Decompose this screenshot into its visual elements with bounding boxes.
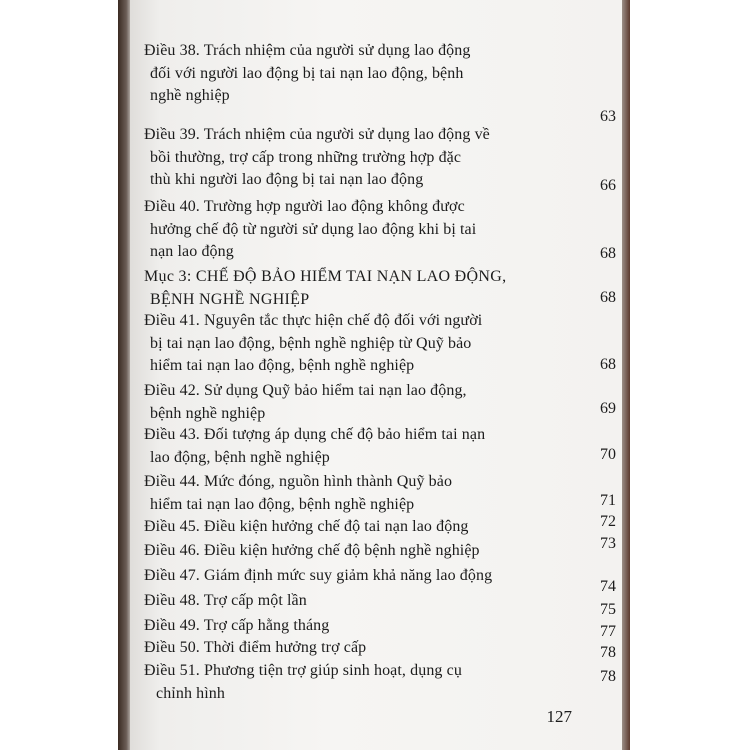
toc-section-line: Mục 3: CHẾ ĐỘ BẢO HIỂM TAI NẠN LAO ĐỘNG, xyxy=(144,268,507,285)
toc-entry-dieu-41 xyxy=(144,310,572,378)
toc-entry-line: bồi thường, trợ cấp trong những trường hợp đặc xyxy=(150,148,462,166)
toc-page-number: 69 xyxy=(600,400,616,417)
toc-entry-line: Điều 43. Đối tượng áp dụng chế độ bảo hiểm tai nạn xyxy=(144,426,486,443)
toc-entry-line: Điều 49. Trợ cấp hằng tháng xyxy=(144,617,330,634)
toc-entry-line: hiểm tai nạn lao động, bệnh nghề nghiệp xyxy=(150,495,415,513)
toc-entry-dieu-51 xyxy=(144,660,572,705)
toc-entry-line: Điều 40. Trường hợp người lao động không được xyxy=(144,198,465,215)
toc-entry-dieu-38 xyxy=(144,40,572,108)
toc-entry-line: hiểm tai nạn lao động, bệnh nghề nghiệp xyxy=(150,357,415,375)
toc-entry-line: Điều 38. Trách nhiệm của người sử dụng lao động xyxy=(144,42,471,59)
toc-page-number: 72 xyxy=(600,513,616,530)
toc-entry-line: Điều 45. Điều kiện hưởng chế độ tai nạn lao động xyxy=(144,518,469,535)
toc-page-number: 73 xyxy=(600,535,616,552)
toc-entry-dieu-44 xyxy=(144,471,572,516)
toc-entry-dieu-40 xyxy=(144,196,572,264)
toc-entry-line: nghề nghiệp xyxy=(150,87,230,105)
toc-entry-dieu-49 xyxy=(144,615,572,638)
toc-entry-line: Điều 42. Sử dụng Quỹ bảo hiểm tai nạn lao động, xyxy=(144,382,467,399)
toc-entry-line: bị tai nạn lao động, bệnh nghề nghiệp từ Quỹ bảo xyxy=(150,334,472,352)
toc-page-number: 66 xyxy=(600,177,616,194)
toc-page-number: 74 xyxy=(600,578,616,595)
toc-page-number: 78 xyxy=(600,644,616,661)
toc-page-number: 63 xyxy=(600,108,616,125)
page-number: 127 xyxy=(546,707,572,726)
toc-entry-line: Điều 41. Nguyên tắc thực hiện chế độ đối với người xyxy=(144,312,483,329)
book-cover-edge xyxy=(622,0,630,750)
toc-entry-line: Điều 51. Phương tiện trợ giúp sinh hoạt, dụng cụ xyxy=(144,662,462,679)
toc-entry-line: chỉnh hình xyxy=(156,684,225,702)
toc-section-muc-3 xyxy=(144,266,572,311)
toc-entry-dieu-46 xyxy=(144,540,572,563)
toc-entry-line: Điều 46. Điều kiện hưởng chế độ bệnh nghề nghiệp xyxy=(144,542,480,559)
book-page xyxy=(130,0,624,750)
toc-entry-dieu-43 xyxy=(144,424,572,469)
toc-page-number: 71 xyxy=(600,492,616,509)
toc-entry-line: Điều 50. Thời điểm hưởng trợ cấp xyxy=(144,639,367,656)
toc-entry-dieu-39 xyxy=(144,124,572,192)
toc-entry-dieu-50 xyxy=(144,637,572,660)
toc-entry-line: đối với người lao động bị tai nạn lao động, bệnh xyxy=(150,64,464,82)
toc-page-number: 68 xyxy=(600,356,616,373)
toc-entry-dieu-45 xyxy=(144,516,572,539)
toc-page-number: 77 xyxy=(600,623,616,640)
toc-entry-line: Điều 39. Trách nhiệm của người sử dụng lao động về xyxy=(144,126,490,143)
toc-entry-dieu-42 xyxy=(144,380,572,425)
toc-entry-dieu-47 xyxy=(144,565,572,588)
toc-page-number: 75 xyxy=(600,601,616,618)
toc-page-number: 70 xyxy=(600,446,616,463)
toc-entry-line: Điều 44. Mức đóng, nguồn hình thành Quỹ bảo xyxy=(144,473,453,490)
toc-section-line: BỆNH NGHỀ NGHIỆP xyxy=(150,290,310,308)
toc-entry-dieu-48 xyxy=(144,590,572,613)
toc-entry-line: hưởng chế độ từ người sử dụng lao động khi bị tai xyxy=(150,220,477,238)
toc-page-number: 78 xyxy=(600,668,616,685)
toc-page-number: 68 xyxy=(600,245,616,262)
toc-entry-line: nạn lao động xyxy=(150,243,234,261)
toc-entry-line: Điều 48. Trợ cấp một lần xyxy=(144,592,307,609)
toc-page-number: 68 xyxy=(600,289,616,306)
toc-entry-line: lao động, bệnh nghề nghiệp xyxy=(150,448,330,466)
toc-entry-line: Điều 47. Giám định mức suy giảm khả năng lao động xyxy=(144,567,493,584)
toc-entry-line: thù khi người lao động bị tai nạn lao động xyxy=(150,171,424,189)
toc-entry-line: bệnh nghề nghiệp xyxy=(150,404,266,422)
